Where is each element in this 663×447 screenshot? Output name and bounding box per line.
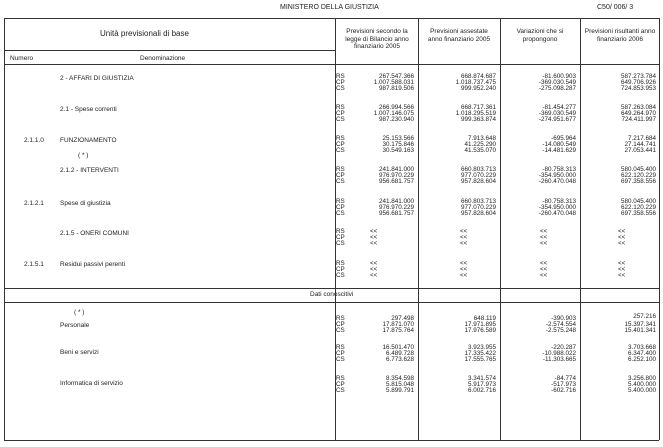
row-col1: 266.994.566 1.007.146.075 987.230.940: [373, 104, 414, 124]
row-col3: -80.758.313 -354.950.000 -260.470.048: [538, 198, 576, 218]
table-top-border: [4, 18, 659, 19]
row-col2: 668.717.361 1.018.295.519 999.363.874: [455, 104, 496, 124]
numero-header: Numero: [10, 55, 34, 62]
row-col1: << << <<: [370, 260, 378, 280]
row-col4: 580.045.400 622.120.229 697.358.556: [620, 166, 656, 186]
row-col2: 648.119 17.971.895 17.976.589: [464, 315, 496, 335]
dati-conoscitivi-label: Dati conoscitivi: [310, 291, 354, 298]
row-label: 2.1.5 - ONERI COMUNI: [60, 230, 129, 237]
row-codes: RS CP CS: [336, 260, 345, 280]
row-col4: 15.397.341 15.401.341: [624, 321, 656, 335]
row-col3: -695.964 -14.080.549 -14.481.629: [542, 135, 576, 155]
row-codes: RS CP CS: [336, 228, 345, 248]
row-number: 2.1.5.1: [24, 261, 44, 268]
row-label: 2.1 - Spese correnti: [60, 106, 117, 113]
row-col4: 257.216: [633, 313, 656, 320]
col-divider-4: [580, 18, 581, 440]
row-number: 2.1.2.1: [24, 200, 44, 207]
row-col3: -81.454.277 -369.030.549 -274.951.677: [538, 104, 576, 124]
row-col3: << << <<: [540, 228, 548, 248]
row-col4: 587.273.784 649.706.926 724.853.953: [620, 73, 656, 93]
row-col3: -390.903 -2.574.554 -2.575.248: [545, 315, 576, 335]
row-col3: -84.774 -517.973 -602.716: [551, 375, 576, 395]
row-col4: 3.703.668 6.347.400 6.252.100: [627, 344, 656, 364]
row-col2: 3.341.574 5.917.973 6.002.716: [467, 375, 496, 395]
row-label: 2.1.2 - INTERVENTI: [60, 167, 119, 174]
row-col4: << << <<: [618, 228, 626, 248]
row-codes: RS CP CS: [336, 198, 345, 218]
unita-header: Unità previsionali di base: [100, 29, 189, 38]
row-label: FUNZIONAMENTO: [60, 137, 117, 144]
row-label: Residui passivi perenti: [60, 261, 126, 268]
left-border: [4, 18, 5, 440]
row-col3: -81.600.903 -369.030.549 -275.098.287: [538, 73, 576, 93]
row-col4: << << <<: [618, 260, 626, 280]
row-codes: RS CP CS: [336, 135, 345, 155]
row-col2: << << <<: [460, 260, 468, 280]
header-bottom-border: [4, 64, 659, 65]
row-label: Personale: [60, 322, 90, 329]
row-col1: 16.501.470 6.489.728 6.773.628: [382, 344, 414, 364]
row-label: 2 - AFFARI DI GIUSTIZIA: [60, 75, 134, 82]
col-divider-3: [500, 18, 501, 440]
header-divider: [4, 50, 335, 51]
row-label: Beni e servizi: [60, 349, 99, 356]
row-col4: 580.045.400 622.120.229 697.358.556: [620, 198, 656, 218]
row-col3: << << <<: [540, 260, 548, 280]
row-number: 2.1.1.0: [24, 137, 44, 144]
row-col4: 587.263.084 649.264.970 724.411.997: [620, 104, 656, 124]
row-col4: 7.217.684 27.144.741 27.053.441: [624, 135, 656, 155]
page-code: C50/ 006/ 3: [597, 4, 634, 11]
row-col2: 660.803.713 977.070.229 957.828.604: [460, 166, 496, 186]
row-col3: -220.287 -10.988.022 -11.303.665: [542, 344, 576, 364]
row-label: ( * ): [74, 309, 85, 316]
row-col2: << << <<: [460, 228, 468, 248]
row-col2: 660.803.713 977.070.229 957.828.604: [460, 198, 496, 218]
row-col1: << << <<: [370, 228, 378, 248]
ministry-title: MINISTERO DELLA GIUSTIZIA: [280, 4, 379, 11]
row-codes: RS CP CS: [336, 315, 345, 335]
row-codes: RS CP CS: [336, 104, 345, 124]
row-codes: RS CP CS: [336, 344, 345, 364]
row-col1: 25.153.566 30.175.846 30.549.163: [382, 135, 414, 155]
row-col2: 3.923.955 17.335.422 17.555.765: [464, 344, 496, 364]
col-divider-2: [418, 18, 419, 440]
col2-header: Previsioni assestate anno finanziario 2005: [427, 28, 491, 43]
dati-bottom-border: [4, 302, 659, 303]
right-border: [659, 18, 660, 440]
row-col2: 7.913.648 41.225.290 41.535.070: [464, 135, 496, 155]
table-bottom-border: [4, 440, 659, 441]
row-codes: RS CP CS: [336, 375, 345, 395]
row-col4: 3.256.800 5.400.000 5.400.000: [627, 375, 656, 395]
row-col1: 297.498 17.871.070 17.875.764: [382, 315, 414, 335]
row-col2: 668.874.687 1.018.737.475 999.952.240: [455, 73, 496, 93]
row-label: Spese di giustizia: [60, 200, 111, 207]
denominazione-header: Denominazione: [140, 55, 186, 62]
row-col1: 8.354.598 5.815.048 5.899.791: [385, 375, 414, 395]
col4-header: Previsioni risultanti anno finanziario 2006: [584, 28, 656, 43]
dati-top-border: [4, 288, 659, 289]
row-col1: 267.547.366 1.007.588.031 987.819.506: [373, 73, 414, 93]
col1-header: Previsioni secondo la legge di Bilancio anno finanziario 2005: [345, 28, 409, 50]
row-codes: RS CP CS: [336, 73, 345, 93]
row-label: Informatica di servizio: [60, 380, 123, 387]
row-codes: RS CP CS: [336, 166, 345, 186]
row-col1: 241.841.000 976.970.229 956.681.757: [378, 166, 414, 186]
footnote-marker: ( * ): [78, 152, 89, 159]
row-col1: 241.841.000 976.970.229 956.681.757: [378, 198, 414, 218]
col3-header: Variazioni che si propongono: [516, 28, 564, 43]
row-col3: -80.758.313 -354.950.000 -260.470.048: [538, 166, 576, 186]
